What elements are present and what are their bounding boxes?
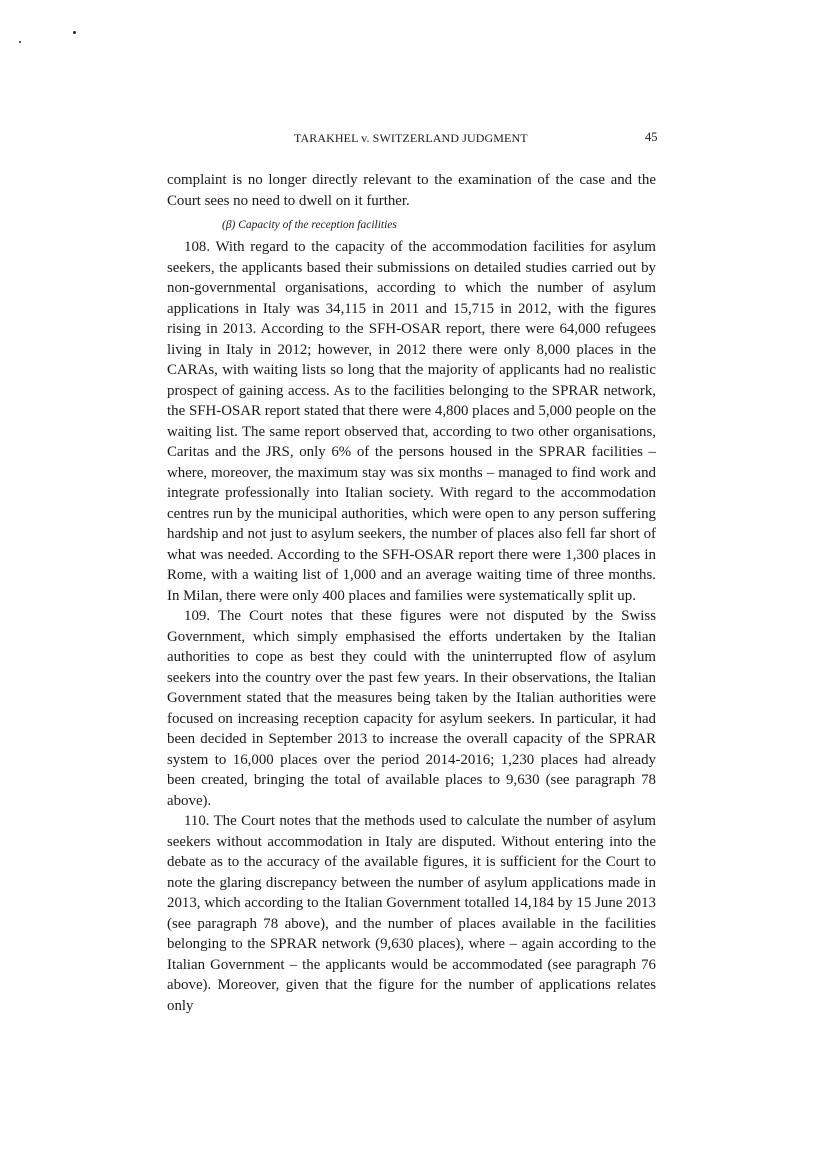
running-header-title: TARAKHEL v. SWITZERLAND JUDGMENT: [294, 131, 528, 145]
judgment-body: [167, 170, 656, 1016]
paragraph-110: 110. The Court notes that the methods used to calculate the number of asylum seekers without accommodation in Italy are disputed. Without entering into the debate as to the accuracy of the available figures, it is sufficient for the Court to note the glaring discrepancy between the number of asylum applications made in 2013, which according to the Italian Government totalled 14,184 by 15 June 2013 (see paragraph 78 above), and the number of places available in the facilities belonging to the SPRAR network (9,630 places), where – again according to the Italian Government – the applicants would be accommodated (see paragraph 76 above). Moreover, given that the figure for the number of applications relates only: [167, 813, 656, 1014]
scan-speck: [19, 41, 21, 43]
continued-paragraph: complaint is no longer directly relevant to the examination of the case and the Court sees no need to dwell on it further.: [167, 172, 656, 209]
scan-speck: [73, 31, 76, 34]
paragraph-109: 109. The Court notes that these figures were not disputed by the Swiss Government, which simply emphasised the efforts undertaken by the Italian authorities to cope as best they could with the uninterrupted flow of asylum seekers into the country over the past few years. In their observations, the Italian Government stated that the measures being taken by the Italian authorities were focused on increasing reception capacity for asylum seekers. In particular, it had been decided in September 2013 to increase the overall capacity of the SPRAR system to 16,000 places over the period 2014-2016; 1,230 places had already been created, bringing the total of available places to 9,630 (see paragraph 78 above).: [167, 608, 656, 809]
paragraph-108: 108. With regard to the capacity of the accommodation facilities for asylum seekers, the applicants based their submissions on detailed studies carried out by non-governmental organisations, according to which the number of asylum applications in Italy was 34,115 in 2011 and 15,715 in 2012, with the figures rising in 2013. According to the SFH-OSAR report, there were 64,000 refugees living in Italy in 2012; however, in 2012 there were only 8,000 places in the CARAs, with waiting lists so long that the majority of applicants had no realistic prospect of gaining access. As to the facilities belonging to the SPRAR network, the SFH-OSAR report stated that there were 4,800 places and 5,000 people on the waiting list. The same report observed that, according to two other organisations, Caritas and the JRS, only 6% of the persons housed in the SPRAR facilities – where, moreover, the maximum stay was six months – managed to find work and integrate professionally into Italian society. With regard to the accommodation centres run by the municipal authorities, which were open to any person suffering hardship and not just to asylum seekers, the number of places also fell far short of what was needed. According to the SFH-OSAR report there were 1,300 places in Rome, with a waiting list of 1,000 and an average waiting time of three months. In Milan, there were only 400 places and families were systematically split up.: [167, 239, 656, 604]
section-subheading: (β) Capacity of the reception facilities: [222, 219, 397, 231]
page-number: 45: [645, 130, 658, 144]
